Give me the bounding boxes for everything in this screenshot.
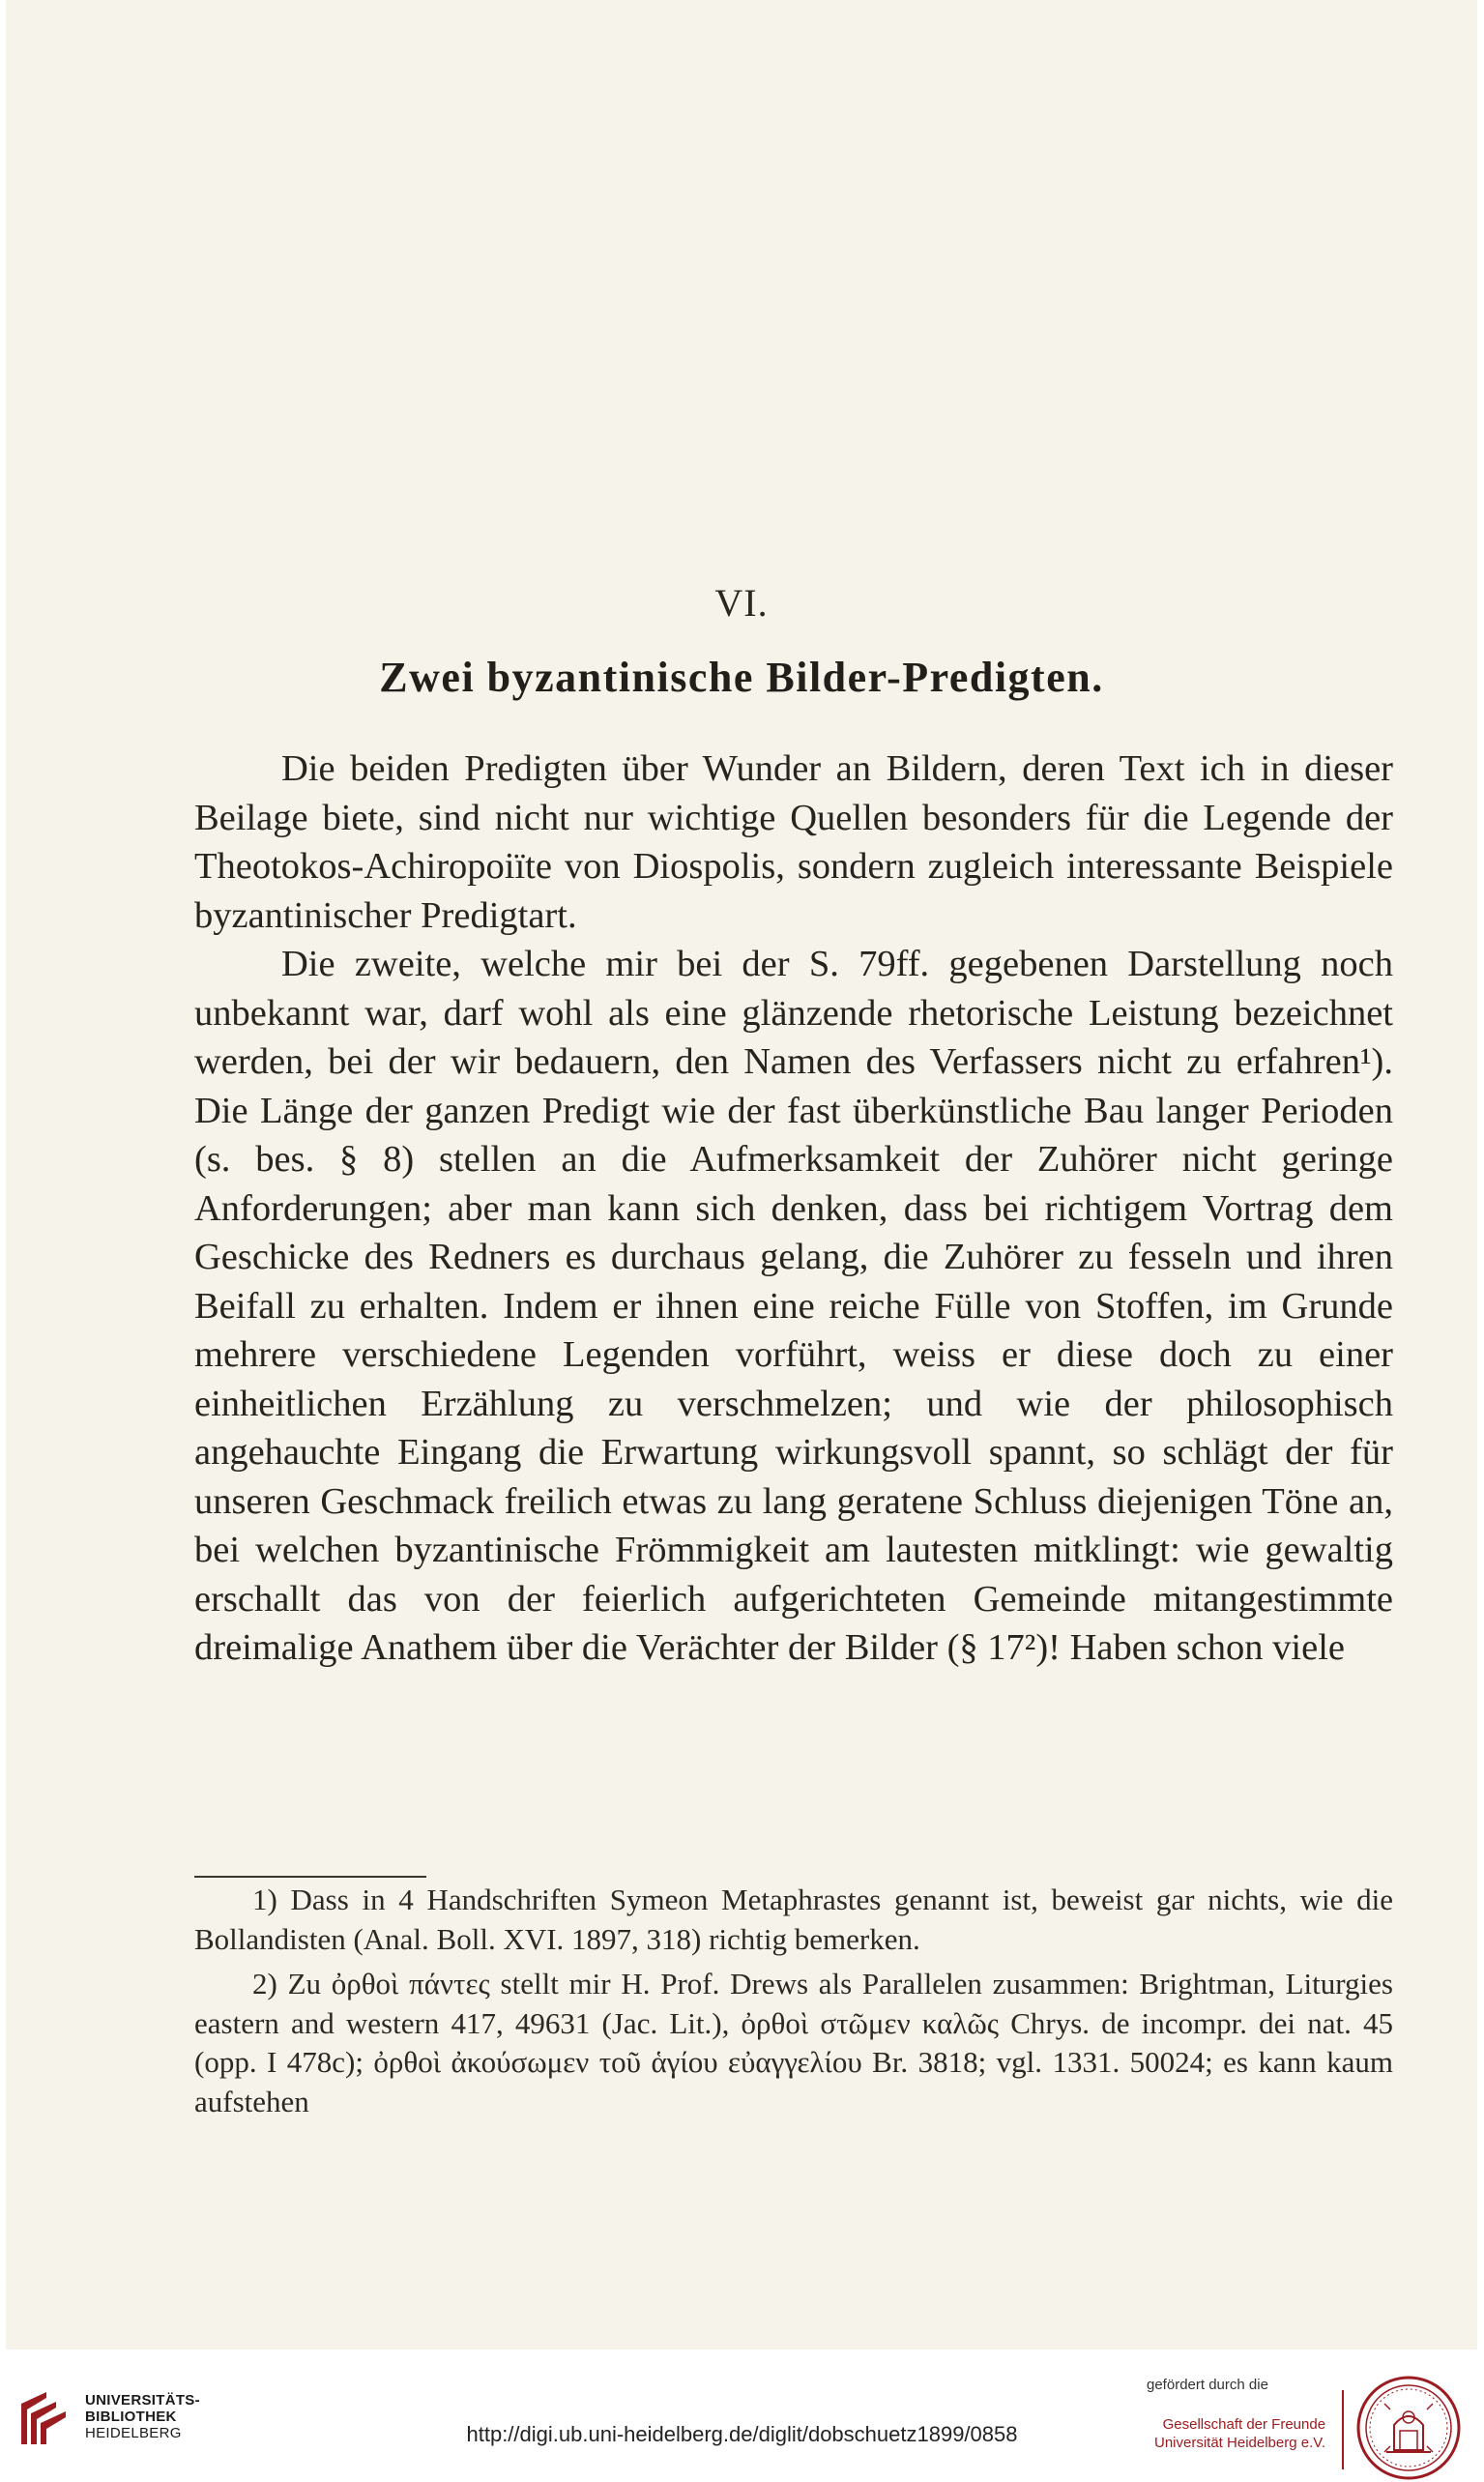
library-name-line-1: UNIVERSITÄTS- (85, 2392, 200, 2409)
sponsor-divider (1342, 2390, 1344, 2469)
main-text (194, 745, 1393, 1673)
university-seal-icon (1355, 2375, 1462, 2481)
chapter-number: VI. (714, 581, 769, 625)
permalink-url[interactable]: http://digi.ub.uni-heidelberg.de/diglit/dobschuetz1899/0858 (466, 2422, 1018, 2446)
chapter-title: Zwei byzantinische Bilder-Predigten. (379, 654, 1104, 701)
sponsor-name-line-1: Gesellschaft der Freunde (1162, 2416, 1326, 2433)
body-paragraph-1: Die beiden Predigten über Wunder an Bildern, deren Text ich in dieser Beilage biete, sind nicht nur wichtige Quellen besonders für die Legende der Theotokos-Achiropoiïte von Diospolis, sondern zugleich interessante Beispiele byzantinischer Predigtart. (194, 748, 1393, 936)
footnotes (194, 1881, 1393, 2121)
library-name-line-2: BIBLIOTHEK (85, 2409, 177, 2425)
library-name-line-3: HEIDELBERG (85, 2425, 182, 2441)
footnote-1: 1) Dass in 4 Handschriften Symeon Metaphrastes genannt ist, beweist gar nichts, wie die Bollandisten (Anal. Boll. XVI. 1897, 318) richtig bemerken. (194, 1883, 1393, 1956)
sponsor-name-line-2: Universität Heidelberg e.V. (1154, 2435, 1326, 2451)
sponsor-label: gefördert durch die (1147, 2377, 1268, 2393)
footnote-separator (194, 1876, 426, 1878)
footnote-2: 2) Zu ὀρθοὶ πάντες stellt mir H. Prof. Drews als Parallelen zusammen: Brightman, Liturgies eastern and western 417, 49631 (Jac. Lit.), ὀρθοὶ στῶμεν καλῶς Chrys. de incompr. dei nat. 45 (opp. I 478c); ὀρθοὶ ἀκούσωμεν τοῦ ἁγίου εὐαγγελίου Br. 3818; vgl. 1331. 50024; es kann kaum aufstehen (194, 1967, 1393, 2118)
book-page (6, 0, 1477, 2350)
body-paragraph-2: Die zweite, welche mir bei der S. 79ff. gegebenen Darstellung noch unbekannt war, darf wohl als eine glänzende rhetorische Leistung bezeichnet werden, bei der wir bedauern, den Namen des Verfassers nicht zu erfahren¹). Die Länge der ganzen Predigt wie der fast überkünstliche Bau langer Perioden (s. bes. § 8) stellen an die Aufmerksamkeit der Zuhörer nicht geringe Anforderungen; aber man kann sich denken, dass bei richtigem Vortrag dem Geschicke des Redners es durchaus gelang, die Zuhörer zu fesseln und ihren Beifall zu erhalten. Indem er ihnen eine reiche Fülle von Stoffen, im Grunde mehrere verschiedene Legenden vorführt, weiss er diese doch zu einer einheitlichen Erzählung zu verschmelzen; und wie der philosophisch angehauchte Eingang die Erwartung wirkungsvoll spannt, so schlägt der für unseren Geschmack freilich etwas zu lang geratene Schluss diejenigen Töne an, bei welchen byzantinische Frömmigkeit am lautesten mitklingt: wie gewaltig erschallt das von der feierlich aufgerichteten Gemeinde mitangestimmte dreimalige Anathem über die Verächter der Bilder (§ 17²)! Haben schon viele (194, 944, 1393, 1668)
sponsor-name (1154, 2415, 1325, 2452)
digitization-footer (0, 2350, 1484, 2482)
